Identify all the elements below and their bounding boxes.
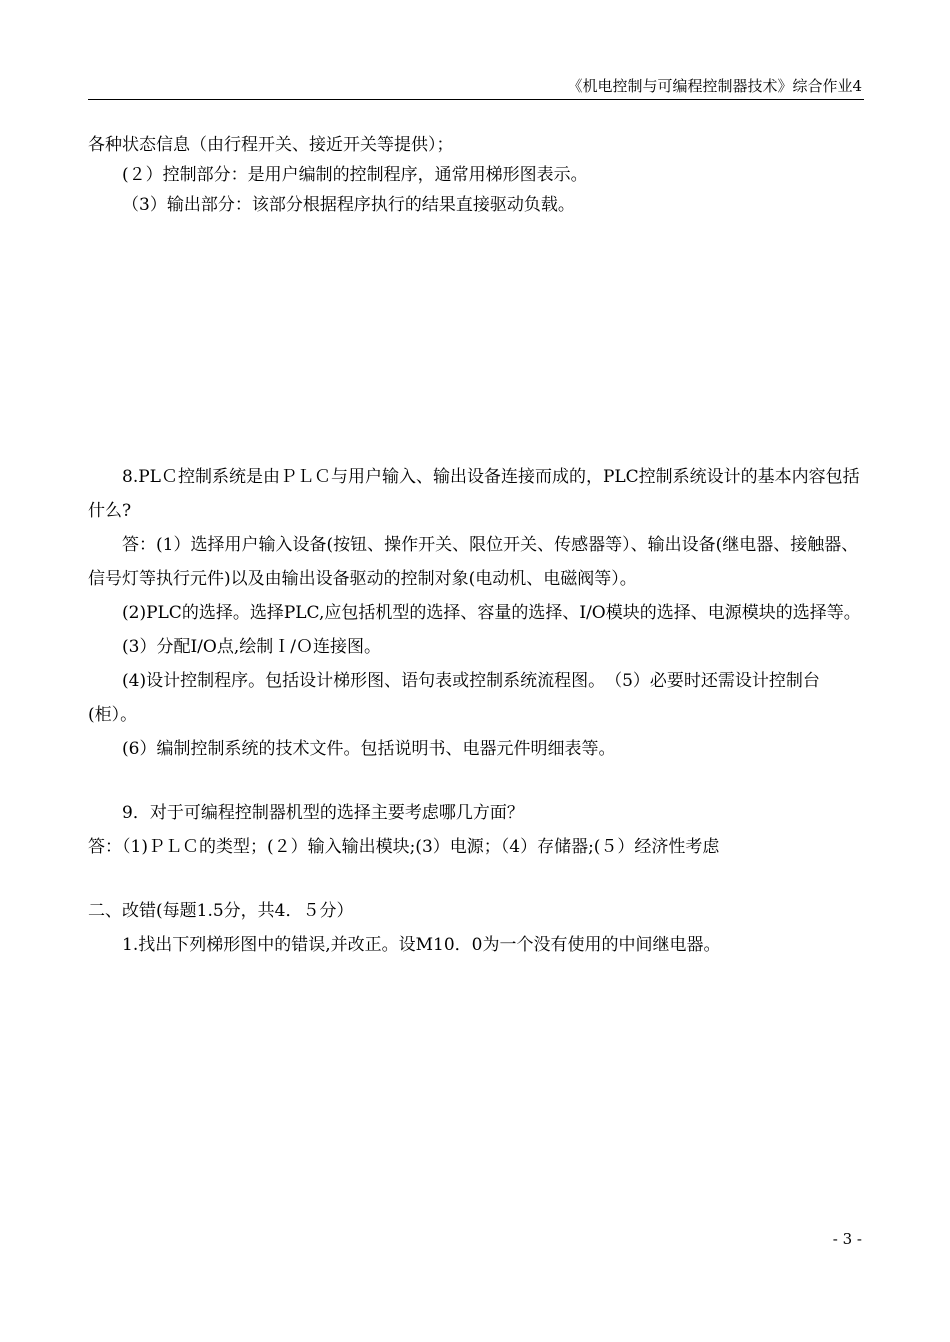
question-8: 8.PLＣ控制系统是由ＰＬＣ与用户输入、输出设备连接而成的，PLC控制系统设计的基本内容包括什么? xyxy=(88,467,860,521)
spacer xyxy=(88,220,864,460)
paragraph-output-part: （3）输出部分：该部分根据程序执行的结果直接驱动负载。 xyxy=(122,195,575,215)
section-heading-2: 二、改错(每题1.5分，共4．５分） xyxy=(88,901,354,921)
answer-9: 答：（1)ＰＬＣ的类型；(２）输入输出模块;(3）电源；（4）存储器;(５）经济性考虑 xyxy=(88,837,720,857)
question-9: 9．对于可编程控制器机型的选择主要考虑哪几方面？ xyxy=(122,803,524,823)
page-number: - 3 - xyxy=(832,1230,862,1248)
answer-8-4: (4)设计控制程序。包括设计梯形图、语句表或控制系统流程图。 （5）必要时还需设计控制台(柜）。 xyxy=(88,671,820,725)
spacer xyxy=(88,864,864,894)
paragraph-control-part: (２）控制部分：是用户编制的控制程序，通常用梯形图表示。 xyxy=(122,165,588,185)
answer-8-2: (2)PLC的选择。选择PLC,应包括机型的选择、容量的选择、I/O模块的选择、电源模块的选择等。 xyxy=(122,603,861,623)
paragraph-state-info: 各种状态信息（由行程开关、接近开关等提供）； xyxy=(88,135,454,155)
document-body xyxy=(88,130,864,962)
header-rule xyxy=(88,99,864,100)
answer-8-3: (3）分配I/O点,绘制Ｉ/Ｏ连接图。 xyxy=(122,637,381,657)
page-header: 《机电控制与可编程控制器技术》综合作业4 xyxy=(567,77,862,95)
answer-8-6: (6）编制控制系统的技术文件。包括说明书、电器元件明细表等。 xyxy=(122,739,616,759)
spacer xyxy=(88,766,864,796)
answer-8-1: 答：(1）选择用户输入设备(按钮、操作开关、限位开关、传感器等）、输出设备(继电器、接触器、信号灯等执行元件)以及由输出设备驱动的控制对象(电动机、电磁阀等）。 xyxy=(88,535,859,589)
section-2-item-1: 1.找出下列梯形图中的错误,并改正。设M10．0为一个没有使用的中间继电器。 xyxy=(122,935,721,955)
